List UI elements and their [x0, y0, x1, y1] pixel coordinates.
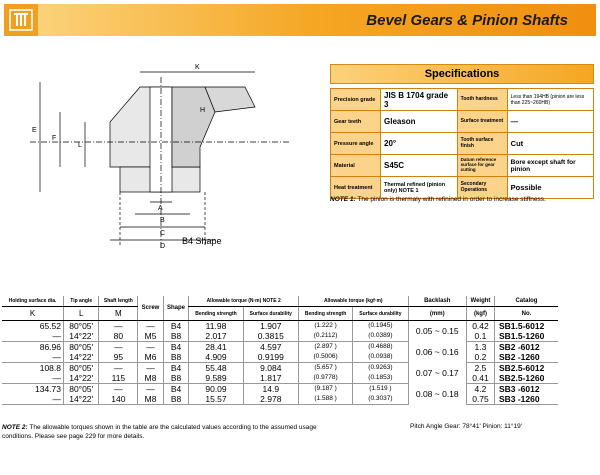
- table-cell: 14°22': [64, 331, 99, 342]
- dim-label-k: K: [195, 64, 200, 71]
- table-cell: B8: [163, 352, 189, 363]
- table-row: [2, 363, 558, 374]
- dim-label-l: L: [78, 142, 82, 149]
- table-cell: 0.41: [466, 373, 494, 384]
- spec-label: Precision grade: [331, 89, 381, 111]
- table-cell: 0.08 ~ 0.18: [408, 384, 466, 405]
- col-header: Backlash: [408, 296, 466, 307]
- table-cell: SB3 -6012: [494, 384, 558, 395]
- table-cell: B4: [163, 321, 189, 332]
- spec-label: Material: [331, 155, 381, 177]
- table-cell: 65.52: [39, 321, 61, 331]
- table-cell: (0.0389): [353, 331, 408, 342]
- table-cell: (0.4688): [353, 342, 408, 353]
- table-cell: 108.8: [39, 363, 61, 373]
- note-1-prefix: NOTE 1:: [330, 196, 356, 203]
- spec-label: Surface treatment: [457, 111, 507, 133]
- table-cell: 0.07 ~ 0.17: [408, 363, 466, 384]
- spec-label: Heat treatment: [331, 177, 381, 199]
- spec-value: Less than 194HB (pinion are less than 225~260HB): [507, 89, 593, 111]
- col-header: Allowable torque (kgf·m): [298, 296, 408, 307]
- table-cell: 28.41: [189, 342, 243, 353]
- table-cell: —: [99, 342, 138, 353]
- note-2: [2, 423, 342, 441]
- table-cell: SB1.5-1260: [494, 331, 558, 342]
- table-cell: 0.3815: [243, 331, 298, 342]
- table-cell: 1.3: [466, 342, 494, 353]
- table-header-row: [2, 296, 558, 307]
- note-1-text: The pinion is thermaly with refinined in order to increase stiffness.: [357, 196, 546, 203]
- col-subheader: L: [64, 307, 99, 321]
- dim-label-h: H: [200, 107, 206, 114]
- table-cell: B8: [163, 394, 189, 405]
- table-cell: —: [138, 363, 163, 374]
- shape-caption: B4 Shape: [182, 236, 222, 246]
- table-cell: 0.2: [466, 352, 494, 363]
- table-cell: 2.017: [189, 331, 243, 342]
- spec-row: [331, 155, 594, 177]
- spec-row: [331, 111, 594, 133]
- spec-value: Possible: [507, 177, 593, 199]
- note-2-prefix: NOTE 2:: [2, 424, 28, 431]
- spec-label: Tooth hardness: [457, 89, 507, 111]
- table-cell: 0.75: [466, 394, 494, 405]
- table-cell: —: [99, 363, 138, 374]
- spec-label: Gear teeth: [331, 111, 381, 133]
- table-cell: —: [138, 384, 163, 395]
- table-cell: 14°22': [64, 373, 99, 384]
- table-cell: 14°22': [64, 352, 99, 363]
- spec-heading: Specifications: [330, 64, 594, 84]
- col-subheader: K: [2, 307, 64, 321]
- table-cell: SB2.5-1260: [494, 373, 558, 384]
- col-subheader: Bending strength: [189, 307, 243, 321]
- table-cell: (5.657 ): [298, 363, 352, 374]
- spec-value: S45C: [381, 155, 458, 177]
- table-cell: (0.2112): [298, 331, 352, 342]
- note-2-text: The allowable torques shown in the table are the calculated values according to the assumed usage conditions. Please see page 229 for more details.: [2, 424, 317, 440]
- spec-table: [330, 88, 594, 199]
- table-cell: 2.5: [466, 363, 494, 374]
- spec-value: Bore except shaft for pinion: [507, 155, 593, 177]
- bevel-gear-diagram: [10, 52, 320, 252]
- gear-drawing: [10, 52, 320, 252]
- table-cell: (0.9263): [353, 363, 408, 374]
- page-title: Bevel Gears & Pinion Shafts: [366, 11, 568, 29]
- table-cell: B8: [163, 331, 189, 342]
- table-cell: M5: [138, 331, 163, 342]
- spec-value: Cut: [507, 133, 593, 155]
- note-1: [330, 196, 546, 203]
- col-header: Tip angle: [64, 296, 99, 307]
- table-cell: M8: [138, 394, 163, 405]
- table-cell: 4.909: [189, 352, 243, 363]
- table-cell: B8: [163, 373, 189, 384]
- col-subheader: No.: [494, 307, 558, 321]
- spec-label: Datum reference surface for gear cutting: [457, 155, 507, 177]
- table-row: [2, 352, 558, 363]
- table-cell: (1.519 ): [353, 384, 408, 395]
- table-cell: 0.1: [466, 331, 494, 342]
- col-subheader: M: [99, 307, 138, 321]
- table-cell: 9.084: [243, 363, 298, 374]
- spec-value: Thermal refined (pinion only) NOTE 1: [381, 177, 458, 199]
- dim-label-e: E: [32, 127, 37, 134]
- table-cell: —: [99, 321, 138, 332]
- table-row: [2, 331, 558, 342]
- col-header: Catalog: [494, 296, 558, 307]
- table-subheader-row: [2, 307, 558, 321]
- table-cell: 0.05 ~ 0.15: [408, 321, 466, 342]
- spec-value: JIS B 1704 grade 3: [381, 89, 458, 111]
- table-cell: (9.187 ): [298, 384, 352, 395]
- spec-label: Pressure angle: [331, 133, 381, 155]
- table-cell: 14°22': [64, 394, 99, 405]
- table-cell: 80: [99, 331, 138, 342]
- table-cell: 4.2: [466, 384, 494, 395]
- table-cell: 0.9199: [243, 352, 298, 363]
- table-cell: 14.9: [243, 384, 298, 395]
- table-cell: (2.897 ): [298, 342, 352, 353]
- table-cell: (0.5006): [298, 352, 352, 363]
- table-cell: SB2 -6012: [494, 342, 558, 353]
- spec-value: 20°: [381, 133, 458, 155]
- brand-logo: [4, 4, 38, 36]
- table-cell: 0.42: [466, 321, 494, 332]
- table-cell: SB1.5-6012: [494, 321, 558, 332]
- dim-label-f: F: [52, 135, 57, 142]
- col-header: Holding surface dia.: [2, 296, 64, 307]
- table-row: [2, 384, 558, 395]
- dim-label-a: A: [158, 205, 163, 212]
- table-cell: M6: [138, 352, 163, 363]
- logo-icon: [9, 9, 33, 31]
- table-cell: 80°05': [64, 363, 99, 374]
- spec-value: Gleason: [381, 111, 458, 133]
- table-cell: (1.222 ): [298, 321, 352, 332]
- col-subheader: Surface durability: [353, 307, 408, 321]
- col-header: Weight: [466, 296, 494, 307]
- dim-label-b: B: [160, 217, 165, 224]
- table-cell: B4: [163, 363, 189, 374]
- table-cell: 115: [99, 373, 138, 384]
- table-cell: 2.978: [243, 394, 298, 405]
- product-table: [2, 296, 558, 405]
- table-cell: —: [138, 342, 163, 353]
- table-cell: —: [2, 352, 64, 363]
- table-cell: —: [99, 384, 138, 395]
- table-cell: —: [138, 321, 163, 332]
- spec-label: Secondary Operations: [457, 177, 507, 199]
- table-cell: 11.98: [189, 321, 243, 332]
- table-cell: 0.06 ~ 0.16: [408, 342, 466, 363]
- table-cell: 4.597: [243, 342, 298, 353]
- col-subheader: (kgf): [466, 307, 494, 321]
- table-cell: 9.589: [189, 373, 243, 384]
- spec-label: Tooth surface finish: [457, 133, 507, 155]
- spec-row: [331, 89, 594, 111]
- table-cell: SB3 -1260: [494, 394, 558, 405]
- col-header: Shaft length: [99, 296, 138, 307]
- table-cell: 1.907: [243, 321, 298, 332]
- table-cell: (0.1945): [353, 321, 408, 332]
- col-header: Allowable torque (N·m) NOTE 2: [189, 296, 299, 307]
- table-cell: 90.09: [189, 384, 243, 395]
- dim-label-d: D: [160, 243, 166, 250]
- dim-label-c: C: [160, 230, 166, 237]
- table-row: [2, 373, 558, 384]
- table-cell: 80°05': [64, 321, 99, 332]
- table-cell: 55.48: [189, 363, 243, 374]
- table-cell: (0.0938): [353, 352, 408, 363]
- pitch-angle-note: Pitch Angle Gear: 78°41' Pinion: 11°19': [410, 423, 522, 430]
- table-cell: 80°05': [64, 384, 99, 395]
- col-header: Screw: [138, 296, 163, 321]
- table-cell: 15.57: [189, 394, 243, 405]
- table-cell: B4: [163, 384, 189, 395]
- table-cell: 1.817: [243, 373, 298, 384]
- table-row: [2, 342, 558, 353]
- table-cell: B4: [163, 342, 189, 353]
- table-cell: 140: [99, 394, 138, 405]
- table-cell: SB2 -1260: [494, 352, 558, 363]
- col-subheader: (mm): [408, 307, 466, 321]
- table-cell: (0.3037): [353, 394, 408, 405]
- table-cell: (1.588 ): [298, 394, 352, 405]
- table-cell: (0.1853): [353, 373, 408, 384]
- spec-row: [331, 133, 594, 155]
- table-row: [2, 321, 558, 332]
- table-cell: 86.96: [39, 342, 61, 352]
- table-cell: M8: [138, 373, 163, 384]
- table-cell: SB2.5-6012: [494, 363, 558, 374]
- table-cell: —: [2, 394, 64, 405]
- table-cell: —: [2, 331, 64, 342]
- table-row: [2, 394, 558, 405]
- table-cell: 95: [99, 352, 138, 363]
- col-subheader: Surface durability: [243, 307, 298, 321]
- col-header: Shape: [163, 296, 189, 321]
- table-cell: 80°05': [64, 342, 99, 353]
- title-bar: [38, 4, 596, 36]
- table-cell: —: [2, 373, 64, 384]
- spec-value: —: [507, 111, 593, 133]
- table-cell: 134.73: [35, 384, 61, 394]
- table-cell: (0.9778): [298, 373, 352, 384]
- page-header: [4, 4, 596, 36]
- col-subheader: Bending strength: [298, 307, 352, 321]
